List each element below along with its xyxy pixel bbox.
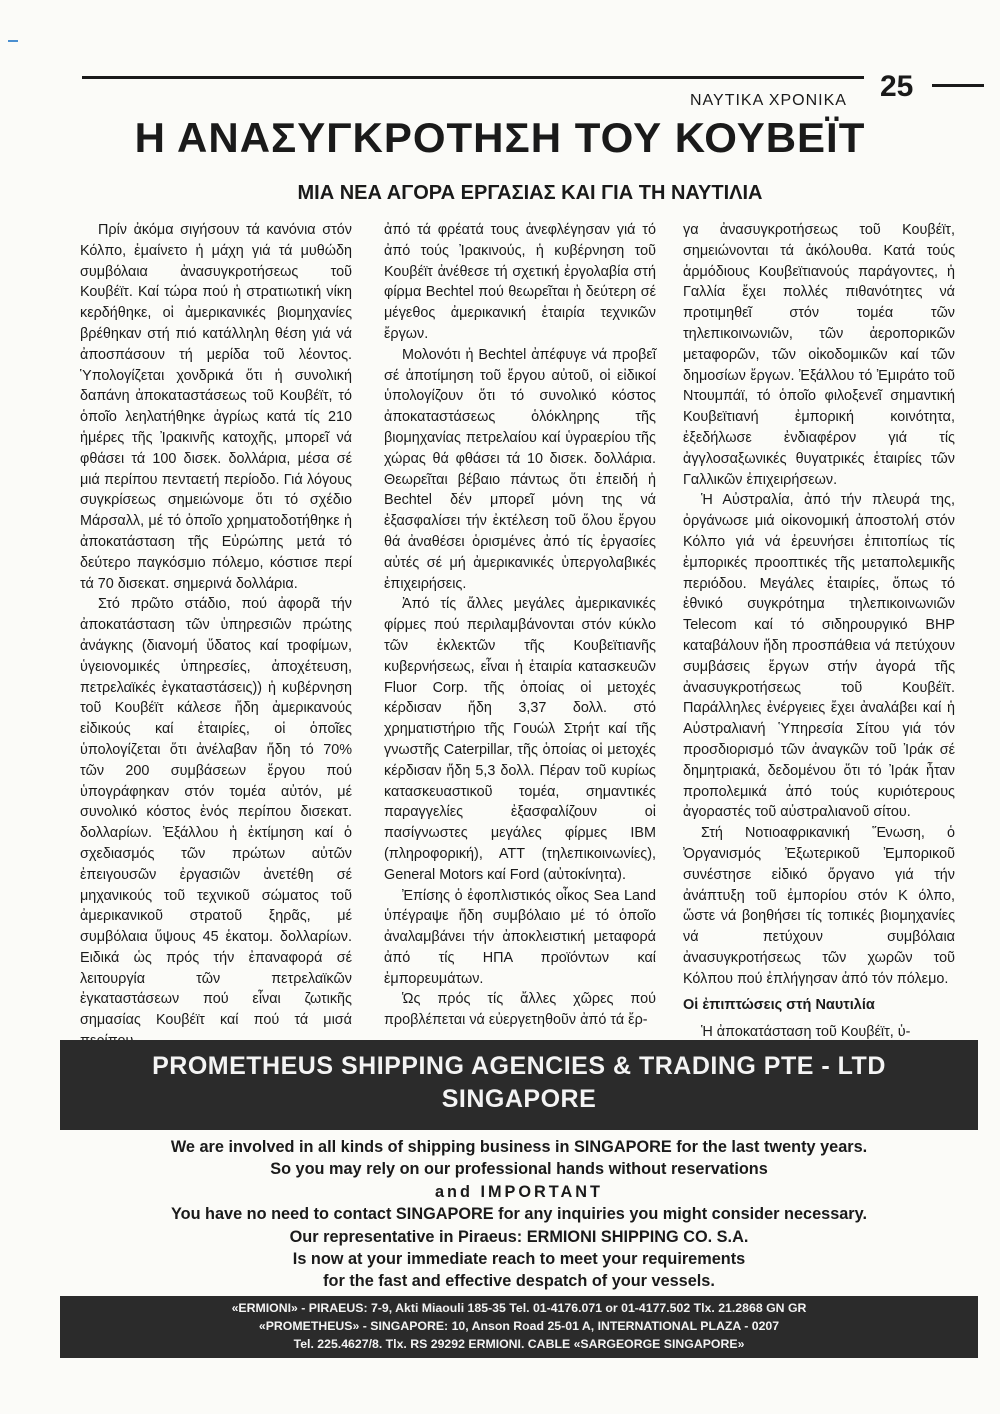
paragraph: Ἡ Αὐστραλία, ἀπό τήν πλευρά της, ὀργάνωσε μιά οἰκονομική ἀποστολή στόν Κόλπο γιά νά ἐρευνήσει ἐπιτοπίως τίς ἐμπορικές προοπτικές τῆς μεταπολεμικῆς περιόδου. Μεγάλες ἑταιρίες, ὅπως τό ἐθνικό συγκρότημα τηλεπικοινωνιῶν Telecom καί τό σιδηρουργικό BHP καταβάλουν ἤδη προσπάθεια νά πετύχουν συμβάσεις ἔργων στήν ἀγορά τῆς ἀνασυγκροτήσεως τοῦ Κουβέϊτ. Παράλληλες ἐνέργειες ἔχει ἀναλάβει καί ἡ Αὐστραλιανή Ὑπηρεσία Σίτου γιά τόν προσδιορισμό τῶν ἀναγκῶν τοῦ Ἰράκ σέ δημητριακά, δεδομένου ὅτι τό Ἰράκ ἦταν προπολεμικά ἀπό τούς κυριότερους ἀγοραστές τοῦ αὐστραλιανοῦ σίτου. (683, 492, 955, 821)
ad-company-name: PROMETHEUS SHIPPING AGENCIES & TRADING PTE - LTD (152, 1052, 886, 1080)
article-title: Η ΑΝΑΣΥΓΚΡΟΤΗΣΗ ΤΟΥ ΚΟΥΒΕΪΤ (134, 114, 866, 161)
ad-company-city: SINGAPORE (441, 1085, 597, 1113)
ad-contact-line: «PROMETHEUS» - SINGAPORE: 10, Anson Road 25-01 A, INTERNATIONAL PLAZA - 0207 (258, 1319, 780, 1333)
column-2 (384, 220, 656, 1031)
paragraph: Ἐπίσης ὁ ἐφοπλιστικός οἶκος Sea Land ὑπέγραψε ἤδη συμβόλαιο μέ τό ὁποῖο ἀναλαμβάνει τήν ἀποκλειστική μεταφορά ἀπό τίς ΗΠΑ προϊόντων καί ἐμπορευμάτων. (384, 887, 656, 987)
margin-mark (8, 40, 18, 42)
section-heading: Οἱ ἐπιπτώσεις στή Ναυτιλία (683, 997, 875, 1014)
header-rule-right (932, 84, 984, 87)
paragraph: Μολονότι ἡ Bechtel ἀπέφυγε νά προβεῖ σέ ἀποτίμηση τοῦ ἔργου αὐτοῦ, οἱ εἰδικοί ὑπολογίζουν ὅτι τό συνολικό κόστος ἀποκαταστάσεως ὁλόκληρης τῆς βιομηχανίας πετρελαίου καί ὑγραερίου τῆς χώρας θά φθάσει τά 10 δισεκ. δολλάρια. Θεωρεῖται βέβαιο πάντως ὅτι ἐπειδή ἡ Bechtel δέν μπορεῖ μόνη της νά ἐξασφαλίσει τήν ἐκτέλεση τοῦ ὅλου ἔργου θά ἀναθέσει ὁρισμένες ἀπό τίς ἐργασίες αὐτές σέ μή ἀμερικανικές ὑπεργολαβικές ἐπιχειρήσεις. (384, 346, 656, 592)
ad-text-line: Is now at your immediate reach to meet your requirements (292, 1250, 746, 1269)
paragraph: γα ἀνασυγκροτήσεως τοῦ Κουβέϊτ, σημειώνονται τά ἀκόλουθα. Κατά τούς ἁρμόδιους Κουβεϊτιανούς παράγοντες, ἡ Γαλλία ἔχει πολλές πιθανότητες νά προτιμηθεῖ στόν τομέα τῶν τηλεπικοινωνιῶν, τῶν ἀεροπορικῶν μεταφορῶν, τῶν οἰκοδομικῶν καί τῶν δημοσίων ἔργων. Ἐξάλλου τό Ἐμιράτο τοῦ Ντουμπάϊ, τό ὁποῖο φιλοξενεῖ σημαντική Κουβεϊτιανή ἐμπορική κοινότητα, ἐξεδήλωσε ἐνδιαφέρον γιά τίς ἀγγλοσαξωνικές θυγατρικές ἑταιρίες τῶν Γαλλικῶν ἐπιχειρήσεων. (683, 222, 955, 488)
ad-contact-footer (60, 1296, 978, 1358)
paragraph: Ἡ ἀποκατάσταση τοῦ Κουβέϊτ, ὑ- (701, 1024, 911, 1041)
ad-text-line: We are involved in all kinds of shipping business in SINGAPORE for the last twenty years. (170, 1138, 868, 1156)
ad-text-line: So you may rely on our professional hands without reservations (270, 1160, 768, 1179)
ad-text-line: for the fast and effective despatch of your vessels. (323, 1272, 715, 1291)
ad-body (60, 1136, 978, 1293)
ad-text-line: and IMPORTANT (434, 1182, 604, 1201)
page-number: 25 (880, 70, 914, 103)
article-subtitle: ΜΙΑ ΝΕΑ ΑΓΟΡΑ ΕΡΓΑΣΙΑΣ ΚΑΙ ΓΙΑ ΤΗ ΝΑΥΤΙΛΙΑ (297, 182, 763, 204)
paragraph: ἀπό τά φρέατά τους ἀνεφλέγησαν γιά τό ἀπό τούς Ἰρακινούς, ἡ κυβέρνηση τοῦ Κουβέϊτ ἀνέθεσε τή σχετική ἐργολαβία στή φίρμα Bechtel πού θεωρεῖται ἡ δεύτερη σέ μέγεθος ἀμερικανική ἑταιρία τεχνικῶν ἔργων. (384, 222, 656, 342)
paragraph: Πρίν ἀκόμα σιγήσουν τά κανόνια στόν Κόλπο, ἐμαίνετο ἡ μάχη γιά τά μυθώδη συμβόλαια ἀνασυγκροτήσεως τοῦ Κουβέϊτ. Καί τώρα πού ἡ στρατιωτική νίκη κερδήθηκε, οἱ ἀμερικανικές βιομηχανίες βρέθηκαν στή πιό κατάλληλη θέση γιά νά ἀποσπάσουν τή μερίδα τοῦ λέοντος. Ὑπολογίζεται χονδρικά ὅτι ἡ συνολική δαπάνη ἀποκαταστάσεως τοῦ Κουβέϊτ, τό ὁποῖο λεηλατήθηκε ἀγρίως κατά τίς 210 ἡμέρες τῆς Ἰρακινῆς κατοχῆς, μπορεῖ νά φθάσει τά 100 δισεκ. δολλάρια, μέσα σέ μιά περίπου πενταετή περίοδο. Γιά λόγους συγκρίσεως σημειώνομε ὅτι τό σχέδιο Μάρσαλλ, μέ τό ὁποῖο χρηματοδοτήθηκε ἡ ἀποκατάσταση τῆς Εὐρώπης μετά τό δεύτερο παγκόσμιο πόλεμο, κόστισε περί τά 70 δισεκατ. σημερινά δολλάρια. (80, 222, 352, 592)
ad-text-line: Our representative in Piraeus: ERMIONI SHIPPING CO. S.A. (289, 1227, 749, 1246)
ad-banner (60, 1040, 978, 1130)
ad-contact-line: «ERMIONI» - PIRAEUS: 7-9, Akti Miaouli 185-35 Tel. 01-4176.071 or 01-4177.502 Tlx. 21.2868 GN GR (231, 1301, 807, 1315)
header-rule (82, 76, 864, 79)
publication-name: ΝΑΥΤΙΚΑ ΧΡΟΝΙΚΑ (690, 92, 847, 109)
paragraph: Ὡς πρός τίς ἄλλες χῶρες πού προβλέπεται νά εὐεργετηθοῦν ἀπό τά ἔρ- (384, 991, 656, 1029)
ad-contact-line: Tel. 225.4627/8. Tlx. RS 29292 ERMIONI. CABLE «SARGEORGE SINGAPORE» (293, 1337, 745, 1351)
column-1 (80, 220, 352, 1052)
ad-text-line: You have no need to contact SINGAPORE for any inquiries you might consider necessary. (170, 1205, 868, 1224)
column-3 (683, 220, 955, 1043)
paragraph: Στή Νοτιοαφρικανική Ἕνωση, ὁ Ὀργανισμός Ἐξωτερικοῦ Ἐμπορικοῦ συνέστησε εἰδικό ὄργανο γιά τήν ἀνάπτυξη τοῦ ἐμπορίου στόν Κ όλπο, ὥστε νά βοηθήσει τίς τοπικές βιομηχανίες νά πετύχουν συμβόλαια ἀνασυγκροτήσεως τῶν χωρῶν τοῦ Κόλπου πού ἐπλήγησαν ἀπό τόν πόλεμο. (683, 825, 955, 987)
paragraph: Στό πρῶτο στάδιο, πού ἀφορᾶ τήν ἀποκατάσταση τῶν ὑπηρεσιῶν πρώτης ἀνάγκης (διανομή ὕδατος καί τροφίμων, ὑγειονομικές ὑπηρεσίες, ἀποχέτευση, πετρελαϊκές ἐγκαταστάσεις)) ἡ κυβέρνηση τοῦ Κουβέϊτ κάλεσε ἤδη ἀμερικανούς εἰδικούς καί ἑταιρίες, οἱ ὁποῖες ὑπολογίζεται ὅτι ἀνέλαβαν ἤδη τό 70% τῶν 200 συμβάσεων ἔργου πού ὑπογράφηκαν στόν τομέα αὐτόν, μέ συνολικό κόστος ἑνός περίπου δισεκατ. δολλαρίων. Ἐξάλλου ἡ ἐκτίμηση καί ὁ σχεδιασμός τῶν πρώτων αὐτῶν ἐπειγουσῶν ἐργασιῶν ἀνετέθη σέ μηχανικούς τοῦ τεχνικοῦ σώματος τοῦ ἀμερικανικοῦ στρατοῦ ξηρᾶς, μέ συμβόλαια ὕψους 45 ἑκατομ. δολλαρίων. Ειδικά ὡς πρός τήν ἐπαναφορά σέ λειτουργία τῶν πετρελαϊκῶν ἐγκαταστάσεων πού εἶναι ζωτικῆς σημασίας Κουβέϊτ καί πού τά μισά (80, 596, 352, 1029)
paragraph: Ἀπό τίς ἄλλες μεγάλες ἀμερικανικές φίρμες πού περιλαμβάνονται στόν κύκλο τῶν ἐκλεκτῶν τῆς Κουβεϊτιανῆς κυβερνήσεως, εἶναι ἡ ἑταιρία κατασκευῶν Fluor Corp. τῆς ὁποίας οἱ μετοχές κέρδισαν ἤδη 3,37 δολλ. στό χρηματιστήριο τῆς Γουώλ Στρήτ καί τῆς γνωστῆς Caterpillar, τῆς ὁποίας οἱ μετοχές κέρδισαν ἤδη 5,3 δολλ. Πέραν τοῦ κυρίως κατασκευαστικοῦ τομέα, σημαντικές παραγγελίες ἐξασφαλίζουν οἱ πασίγνωστες μεγάλες φίρμες IBM (πληροφορική), ATT (τηλεπικοινωνίες), General Motors καί Ford (αὐτοκίνητα). (384, 596, 656, 883)
